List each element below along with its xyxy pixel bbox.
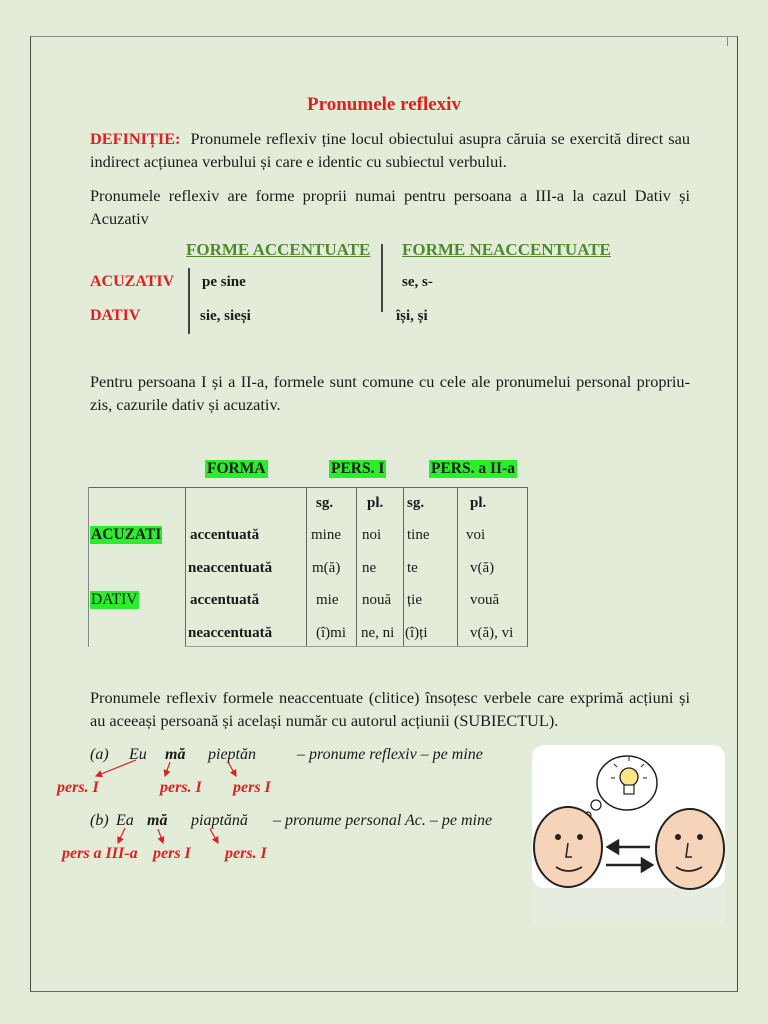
row2-pl2: v(ă)	[470, 560, 495, 576]
row3-sg1: mie	[316, 592, 339, 608]
sub-sg1: sg.	[316, 495, 334, 511]
example-b-word-ea: Ea	[116, 812, 134, 829]
row4-form: neaccentuată	[188, 625, 273, 641]
row2-pl1: ne	[362, 560, 377, 576]
example-b-tag-3: pers. I	[225, 845, 267, 862]
row4-sg1: (î)mi	[316, 625, 346, 641]
row4-sg2: (î)ți	[405, 625, 428, 641]
header-pers-ii: PERS. a II-a	[431, 460, 515, 477]
case-acuzativ: ACUZATIV	[90, 273, 175, 290]
forms-paragraph: Pronumele reflexiv are forme proprii numai pentru persoana a III-a la cazul Dativ și Acuzativ	[90, 186, 690, 228]
example-b-tag-1: pers a III-a	[62, 845, 138, 862]
right-face-icon	[656, 809, 724, 889]
persons-paragraph: Pentru persoana I și a II-a, formele sunt comune cu cele ale pronumelui personal propriu-zis, cazurile dativ și acuzativ.	[90, 372, 690, 414]
example-a-tag-3: pers I	[233, 779, 271, 796]
example-a-description: – pronume reflexiv – pe mine	[297, 746, 483, 763]
example-b-description: – pronume personal Ac. – pe mine	[273, 812, 493, 829]
reflexive-illustration	[532, 745, 726, 925]
header-forma: FORMA	[207, 460, 266, 477]
definition-text: Pronumele reflexiv ține locul obiectului asupra căruia se exercită direct sau indirect acțiunea verbului și care e identic cu subiectul verbului.	[90, 129, 690, 171]
page-title: Pronumele reflexiv	[307, 94, 461, 115]
row1-sg2: tine	[407, 527, 430, 543]
definition-label: DEFINIȚIE:	[90, 129, 181, 148]
example-b-word-ma: mă	[147, 812, 168, 829]
row4-pl2: v(ă), vi	[470, 625, 514, 641]
arrow-b2	[158, 829, 163, 843]
acuzativ-accentuate: pe sine	[202, 274, 246, 290]
arrow-b1	[118, 828, 125, 843]
header-forme-neaccentuate: FORME NEACCENTUATE	[402, 240, 611, 259]
row2-sg2: te	[407, 560, 418, 576]
arrow-b3	[210, 829, 218, 843]
example-b-label: (b)	[90, 812, 109, 829]
header-forme-accentuate: FORME ACCENTUATE	[186, 240, 371, 259]
row3-pl1: nouă	[362, 592, 392, 608]
row1-form: accentuată	[190, 527, 260, 543]
illustration-reflection	[532, 888, 725, 923]
example-a-label: (a)	[90, 746, 109, 763]
row1-sg1: mine	[311, 527, 341, 543]
example-a-word-pieptan: pieptăn	[208, 746, 256, 763]
row4-pl1: ne, ni	[361, 625, 395, 641]
header-pers-i: PERS. I	[331, 460, 385, 477]
clitic-paragraph: Pronumele reflexiv formele neaccentuate (clitice) însoțesc verbele care exprimă acțiuni și au aceeași persoană și același număr cu autorul acțiunii (SUBIECTUL).	[90, 688, 690, 730]
example-a-word-ma: mă	[165, 746, 186, 763]
dativ-accentuate: sie, sieși	[200, 308, 251, 324]
row3-form: accentuată	[190, 592, 260, 608]
left-face-icon	[534, 807, 602, 887]
example-b-tag-2: pers I	[153, 845, 191, 862]
row3-sg2: ție	[407, 592, 422, 608]
row1-pl1: noi	[362, 527, 382, 543]
row1-pl2: voi	[466, 527, 486, 543]
row2-sg1: m(ă)	[312, 560, 341, 576]
sub-pl1: pl.	[367, 495, 384, 511]
sub-pl2: pl.	[470, 495, 487, 511]
sub-sg2: sg.	[407, 495, 425, 511]
example-a-tag-2: pers. I	[160, 779, 202, 796]
example-b-word-piaptana: piaptănă	[191, 812, 248, 829]
page-bottom-border	[30, 991, 738, 992]
dativ-neaccentuate: își, și	[396, 308, 428, 324]
example-a-word-eu: Eu	[129, 746, 147, 763]
case-dativ-hl: DATIV	[91, 591, 138, 608]
arrow-a3	[228, 762, 236, 776]
arrow-a2	[165, 762, 170, 776]
acuzativ-neaccentuate: se, s-	[402, 274, 433, 290]
row3-pl2: vouă	[470, 592, 500, 608]
case-dativ: DATIV	[90, 307, 141, 324]
case-acuzativ-hl: ACUZATI	[91, 526, 162, 543]
example-a-tag-1: pers. I	[57, 779, 99, 796]
arrow-a1	[96, 760, 136, 776]
row2-form: neaccentuată	[188, 560, 273, 576]
